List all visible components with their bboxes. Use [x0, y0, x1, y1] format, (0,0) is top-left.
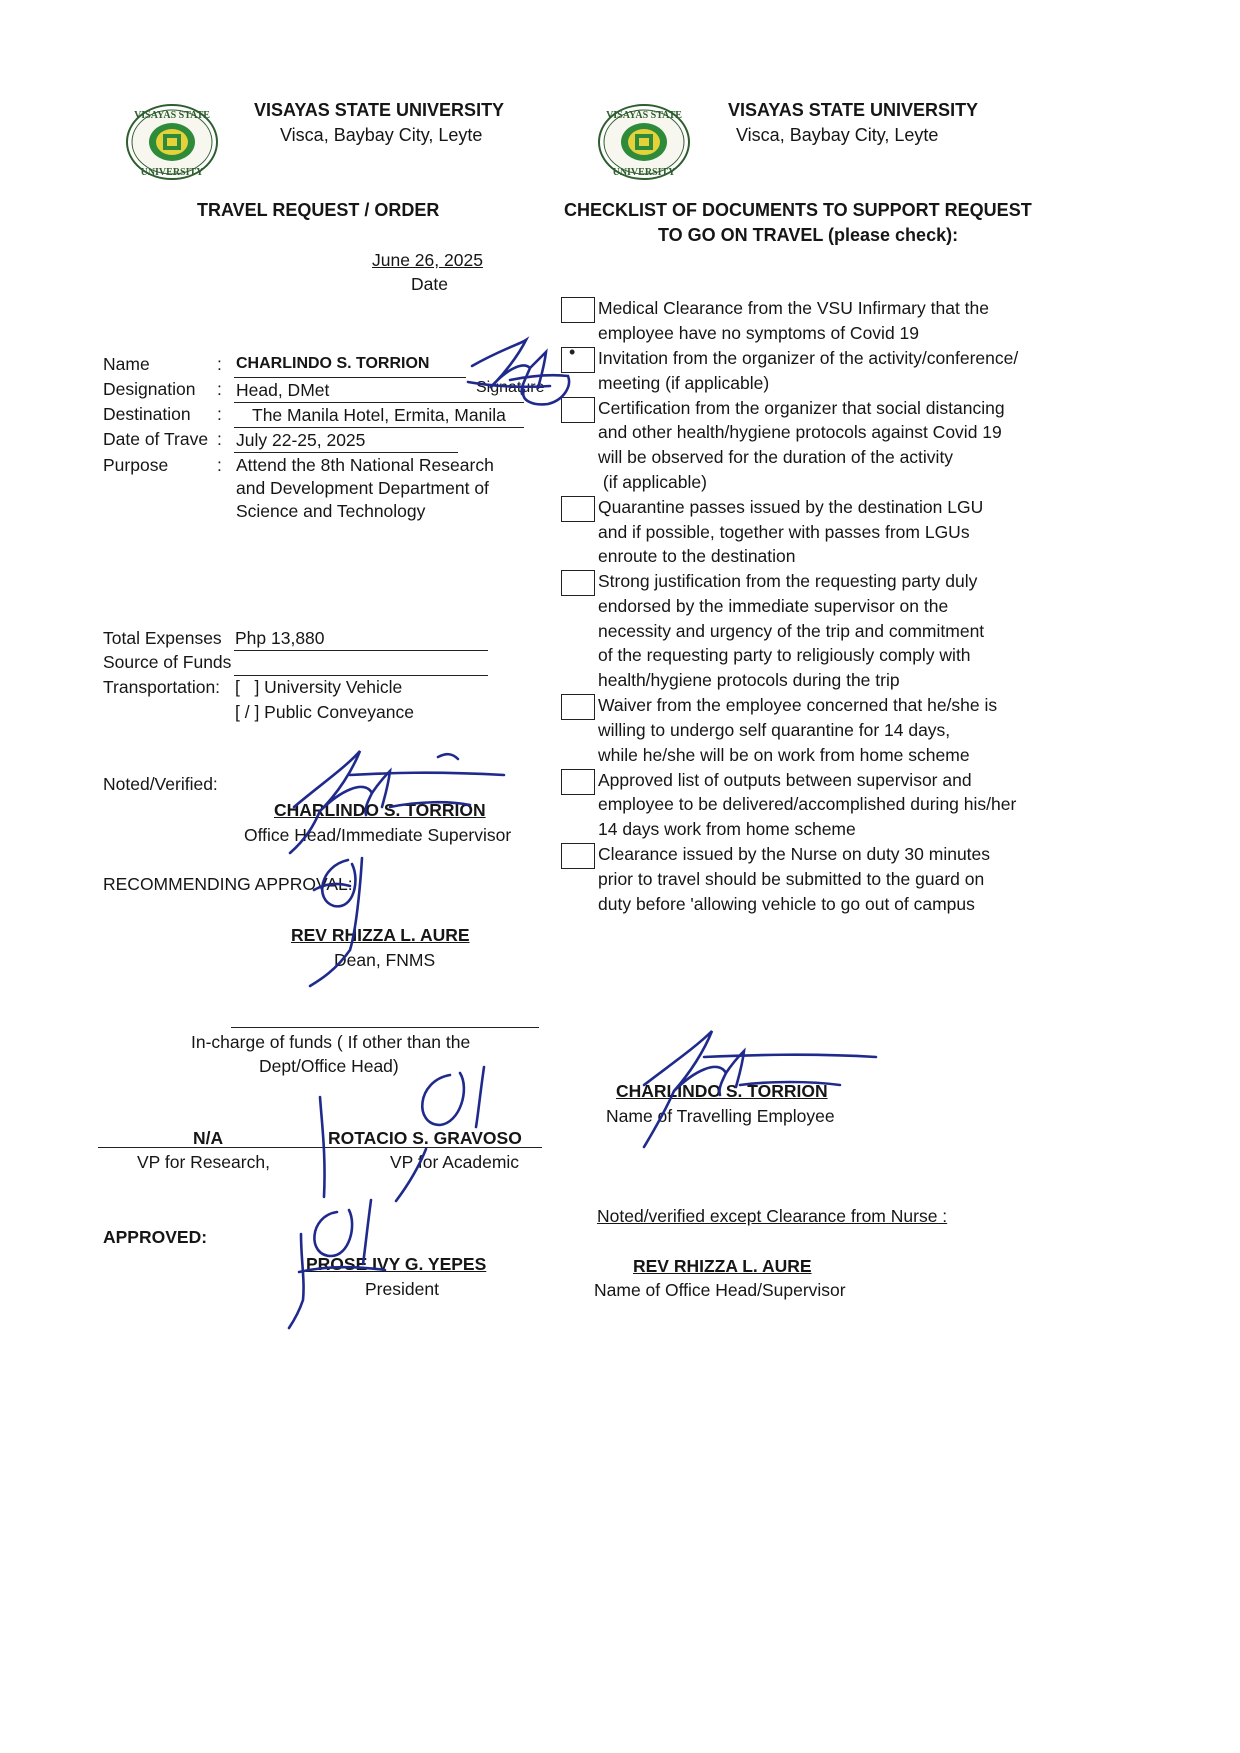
source-of-funds-label: Source of Funds: [103, 652, 232, 672]
checklist-item-text: duty before 'allowing vehicle to go out of campus: [598, 893, 975, 914]
noted-name: CHARLINDO S. TORRION: [274, 800, 486, 820]
checklist-item-text: employee have no symptoms of Covid 19: [598, 322, 919, 343]
checklist-item-text: Certification from the organizer that social distancing: [598, 397, 1005, 418]
date-of-travel-label: Date of Trave: [103, 429, 209, 449]
colon: :: [217, 354, 222, 374]
checklist-item-text: enroute to the destination: [598, 546, 796, 567]
handwritten-signature: [300, 850, 390, 990]
destination-label: Destination: [103, 404, 191, 424]
purpose-line: Science and Technology: [236, 501, 426, 521]
recommending-approval-label: RECOMMENDING APPROVAL:: [103, 874, 353, 894]
noted-except-label: Noted/verified except Clearance from Nurse :: [597, 1206, 948, 1226]
checklist-title: CHECKLIST OF DOCUMENTS TO SUPPORT REQUEST: [564, 200, 1032, 220]
checklist-item-text: endorsed by the immediate supervisor on the: [598, 596, 949, 616]
name-underline: [234, 377, 466, 378]
incharge-text: Dept/Office Head): [259, 1056, 399, 1076]
checkbox[interactable]: [561, 694, 595, 720]
date-of-travel-value: July 22-25, 2025: [236, 430, 366, 450]
checkbox[interactable]: [561, 843, 595, 869]
transportation-label: Transportation:: [103, 677, 221, 697]
checkbox[interactable]: [561, 570, 595, 596]
recommending-name: REV RHIZZA L. AURE: [291, 925, 470, 945]
request-date: June 26, 2025: [372, 250, 483, 270]
employee-name: CHARLINDO S. TORRION: [616, 1081, 828, 1101]
check-mark-icon: •: [569, 341, 576, 362]
checklist-item-text: 14 days work from home scheme: [598, 819, 856, 840]
svg-text:VISAYAS STATE: VISAYAS STATE: [134, 110, 210, 121]
checkbox[interactable]: [561, 769, 595, 795]
svg-text:UNIVERSITY: UNIVERSITY: [612, 167, 676, 178]
colon: :: [217, 455, 222, 475]
colon: :: [217, 379, 222, 399]
destination-value: The Manila Hotel, Ermita, Manila: [252, 405, 506, 425]
university-seal-icon: [124, 103, 220, 181]
checklist-item-text: Invitation from the organizer of the activity/conference/: [598, 347, 1019, 368]
checklist-item-text: will be observed for the duration of the activity: [598, 447, 954, 467]
approved-label: APPROVED:: [103, 1227, 208, 1247]
form-title: TRAVEL REQUEST / ORDER: [197, 200, 440, 220]
checklist-title: TO GO ON TRAVEL (please check):: [658, 225, 959, 245]
total-expenses-value: Php 13,880: [235, 628, 325, 648]
supervisor-label: Name of Office Head/Supervisor: [594, 1280, 846, 1300]
president-title: President: [365, 1279, 439, 1299]
total-expenses-label: Total Expenses: [103, 628, 222, 648]
svg-text:VISAYAS STATE: VISAYAS STATE: [606, 110, 682, 121]
designation-value: Head, DMet: [236, 380, 330, 400]
name-value: CHARLINDO S. TORRION: [236, 355, 430, 372]
handwritten-signature: [280, 745, 510, 865]
university-address: Visca, Baybay City, Leyte: [280, 125, 483, 145]
handwritten-signature: [285, 1190, 395, 1330]
checklist-item-text: prior to travel should be submitted to the guard on: [598, 868, 985, 889]
name-label: Name: [103, 354, 150, 374]
university-address: Visca, Baybay City, Leyte: [736, 125, 939, 145]
purpose-line: Attend the 8th National Research: [236, 455, 494, 475]
university-name: VISAYAS STATE UNIVERSITY: [728, 100, 979, 120]
checklist-item-text: and if possible, together with passes from LGUs: [598, 521, 970, 542]
designation-label: Designation: [103, 379, 196, 399]
noted-title: Office Head/Immediate Supervisor: [244, 825, 512, 845]
handwritten-signature: [460, 330, 580, 430]
vp-academic-title: VP for Academic: [390, 1152, 520, 1172]
svg-text:UNIVERSITY: UNIVERSITY: [140, 167, 204, 178]
university-name: VISAYAS STATE UNIVERSITY: [254, 100, 505, 120]
checklist-item-text: employee to be delivered/accomplished during his/her: [598, 794, 1017, 815]
president-name: PROSE IVY G. YEPES: [306, 1254, 487, 1274]
public-conveyance-option: [ / ] Public Conveyance: [235, 702, 414, 722]
checklist-item-text: and other health/hygiene protocols against Covid 19: [598, 422, 1002, 443]
vp-academic-name: ROTACIO S. GRAVOSO: [328, 1128, 522, 1148]
checklist-item-text: (if applicable): [598, 471, 707, 492]
university-vehicle-option: [ ] University Vehicle: [235, 677, 403, 697]
source-of-funds-underline: [234, 675, 488, 676]
handwritten-signature: [310, 1055, 530, 1205]
checkbox[interactable]: [561, 496, 595, 522]
checklist-item-text: meeting (if applicable): [598, 372, 770, 393]
date-of-travel-underline: [234, 452, 458, 453]
checklist-item-text: Approved list of outputs between supervisor and: [598, 769, 972, 790]
checklist-item-text: Quarantine passes issued by the destination LGU: [598, 496, 984, 517]
colon: :: [217, 404, 222, 424]
date-label: Date: [411, 274, 448, 294]
signature-label: Signature: [476, 379, 545, 396]
university-seal-icon: [596, 103, 692, 181]
checklist-item-text: while he/she will be on work from home scheme: [598, 744, 970, 765]
checklist-item-text: Medical Clearance from the VSU Infirmary that the: [598, 298, 989, 318]
recommending-title: Dean, FNMS: [334, 950, 436, 970]
total-expenses-underline: [234, 650, 488, 651]
checklist-item-text: willing to undergo self quarantine for 14 days,: [598, 719, 951, 740]
checklist-item-text: health/hygiene protocols during the trip: [598, 670, 900, 691]
colon: :: [217, 429, 222, 449]
checklist-item-text: necessity and urgency of the trip and commitment: [598, 620, 985, 641]
checklist-item-text: Clearance issued by the Nurse on duty 30 minutes: [598, 844, 991, 865]
noted-verified-label: Noted/Verified:: [103, 774, 218, 794]
purpose-label: Purpose: [103, 455, 169, 475]
employee-label: Name of Travelling Employee: [606, 1106, 835, 1126]
vp-research-name: N/A: [193, 1128, 224, 1148]
checklist-item-text: Waiver from the employee concerned that he/she is: [598, 695, 998, 716]
incharge-text: In-charge of funds ( If other than the: [191, 1032, 471, 1052]
incharge-signature-line: [231, 1027, 539, 1028]
vp-research-title: VP for Research,: [137, 1152, 270, 1172]
checkbox[interactable]: [561, 297, 595, 323]
checklist-item-text: Strong justification from the requesting party duly: [598, 571, 978, 592]
checklist-item-text: of the requesting party to religiously comply with: [598, 645, 971, 666]
purpose-line: and Development Department of: [236, 478, 489, 498]
handwritten-signature: [640, 1025, 880, 1155]
supervisor-name: REV RHIZZA L. AURE: [633, 1256, 812, 1276]
